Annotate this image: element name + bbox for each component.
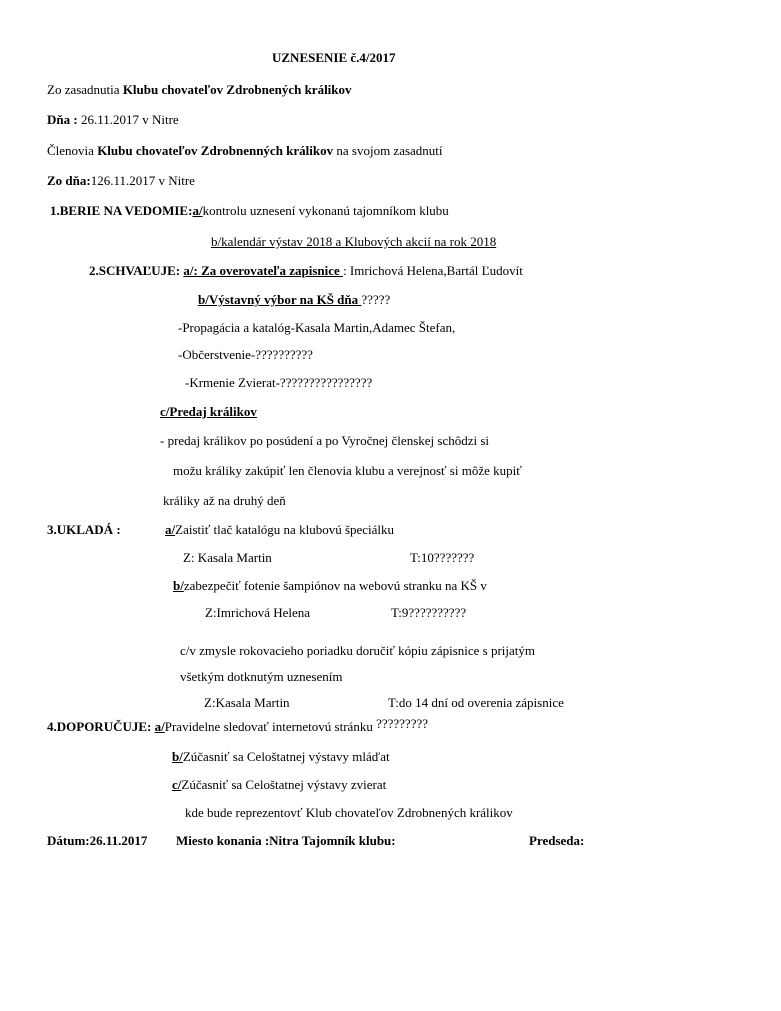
members-line [47, 143, 443, 159]
from-date-value: 126.11.2017 v Nitre [90, 173, 195, 188]
footer-date: Dátum:26.11.2017 [47, 833, 148, 848]
section3-a-deadline: T:10??????? [410, 550, 475, 565]
section1-a-marker: a/ [192, 203, 203, 218]
section3-b-deadline: T:9?????????? [391, 605, 467, 620]
section4-b-text: Zúčasniť sa Celoštatnej výstavy mláďat [182, 749, 390, 764]
section3-heading: 3.UKLADÁ : [47, 522, 121, 537]
section2-c-line: možu králiky zakúpiť len členovia klubu a verejnosť si môže kupiť [173, 463, 522, 478]
section4-c-marker: c/ [172, 777, 182, 792]
section2-item: -Krmenie Zvierat-???????????????? [185, 375, 373, 390]
members-club: Klubu chovateľov Zdrobnenných králikov [97, 143, 334, 158]
meeting-line [47, 82, 352, 98]
section4-c-text: Zúčasniť sa Celoštatnej výstavy zvierat [181, 777, 387, 792]
section2-b-text: ????? [361, 292, 391, 307]
section4-line-a [47, 716, 429, 735]
section2-c-label: c/Predaj králikov [160, 404, 257, 419]
section4-b-marker: b/ [172, 749, 183, 764]
section3-line-b [173, 578, 487, 594]
section3-b-marker: b/ [173, 578, 184, 593]
date-line [47, 112, 179, 128]
footer-place-secretary: Miesto konania :Nitra Tajomník klubu: [176, 833, 396, 848]
section3-c-responsible: Z:Kasala Martin [204, 695, 290, 710]
section2-a-label: a/: Za overovateľa zapisnice [183, 263, 344, 278]
section1-a-text: kontrolu uznesení vykonanú tajomníkom klubu [202, 203, 449, 218]
section2-item: -Propagácia a katalóg-Kasala Martin,Adamec Štefan, [178, 320, 456, 335]
section4-c-line2: kde bude reprezentovť Klub chovateľov Zdrobnených králikov [185, 805, 513, 820]
from-date-label: Zo dňa: [47, 173, 91, 188]
section4-a-marker: a/ [154, 719, 165, 734]
section4-line-c [172, 777, 386, 793]
section4-a-question: ????????? [376, 716, 429, 731]
section2-item: -Občerstvenie-?????????? [178, 347, 313, 362]
meeting-prefix: Zo zasadnutia [47, 82, 123, 97]
date-label: Dňa : [47, 112, 78, 127]
section2-line-b [198, 292, 390, 308]
section2-b-label: b/Výstavný výbor na KŠ dňa [198, 292, 362, 307]
section3-c-line: c/v zmysle rokovacieho poriadku doručiť kópiu zápisnice s prijatým [180, 643, 536, 658]
members-suffix: na svojom zasadnutí [333, 143, 443, 158]
date-value: 26.11.2017 v Nitre [77, 112, 179, 127]
section1-heading: 1.BERIE NA VEDOMIE: [50, 203, 193, 218]
section3-c-line: všetkým dotknutým uznesením [180, 669, 343, 684]
section2-c-line: - predaj králikov po posúdení a po Vyročnej členskej schôdzi si [160, 433, 490, 448]
document-title: UZNESENIE č.4/2017 [272, 50, 396, 65]
section3-c-deadline: T:do 14 dní od overenia zápisnice [388, 695, 564, 710]
section3-b-text: zabezpečiť fotenie šampiónov na webovú stranku na KŠ v [183, 578, 487, 593]
section2-heading: 2.SCHVAĽUJE: [89, 263, 184, 278]
section3-a-responsible: Z: Kasala Martin [183, 550, 272, 565]
section3-a-text: Zaistiť tlač katalógu na klubovú špeciálku [175, 522, 395, 537]
section1-line-b [211, 234, 496, 250]
section2-c-line: králiky až na druhý deň [163, 493, 286, 508]
section4-a-text: Pravidelne sledovať internetovú stránku [164, 719, 377, 734]
section1-b-text: b/kalendár výstav 2018 a Klubových akcií na rok 2018 [211, 234, 497, 249]
section4-line-b [172, 749, 390, 765]
club-name: Klubu chovateľov Zdrobnených králikov [122, 82, 352, 97]
section4-heading: 4.DOPORUČUJE: [47, 719, 155, 734]
section2-a-text: : Imrichová Helena,Bartál Ľudovít [343, 263, 523, 278]
section3-a-marker: a/ [165, 522, 176, 537]
footer-chairman: Predseda: [529, 833, 585, 848]
section1-line-a [50, 203, 449, 219]
members-prefix: Členovia [47, 143, 98, 158]
section3-line-a [165, 522, 394, 538]
from-date-line [47, 173, 195, 189]
section3-b-responsible: Z:Imrichová Helena [205, 605, 311, 620]
section2-line-a [89, 263, 523, 279]
